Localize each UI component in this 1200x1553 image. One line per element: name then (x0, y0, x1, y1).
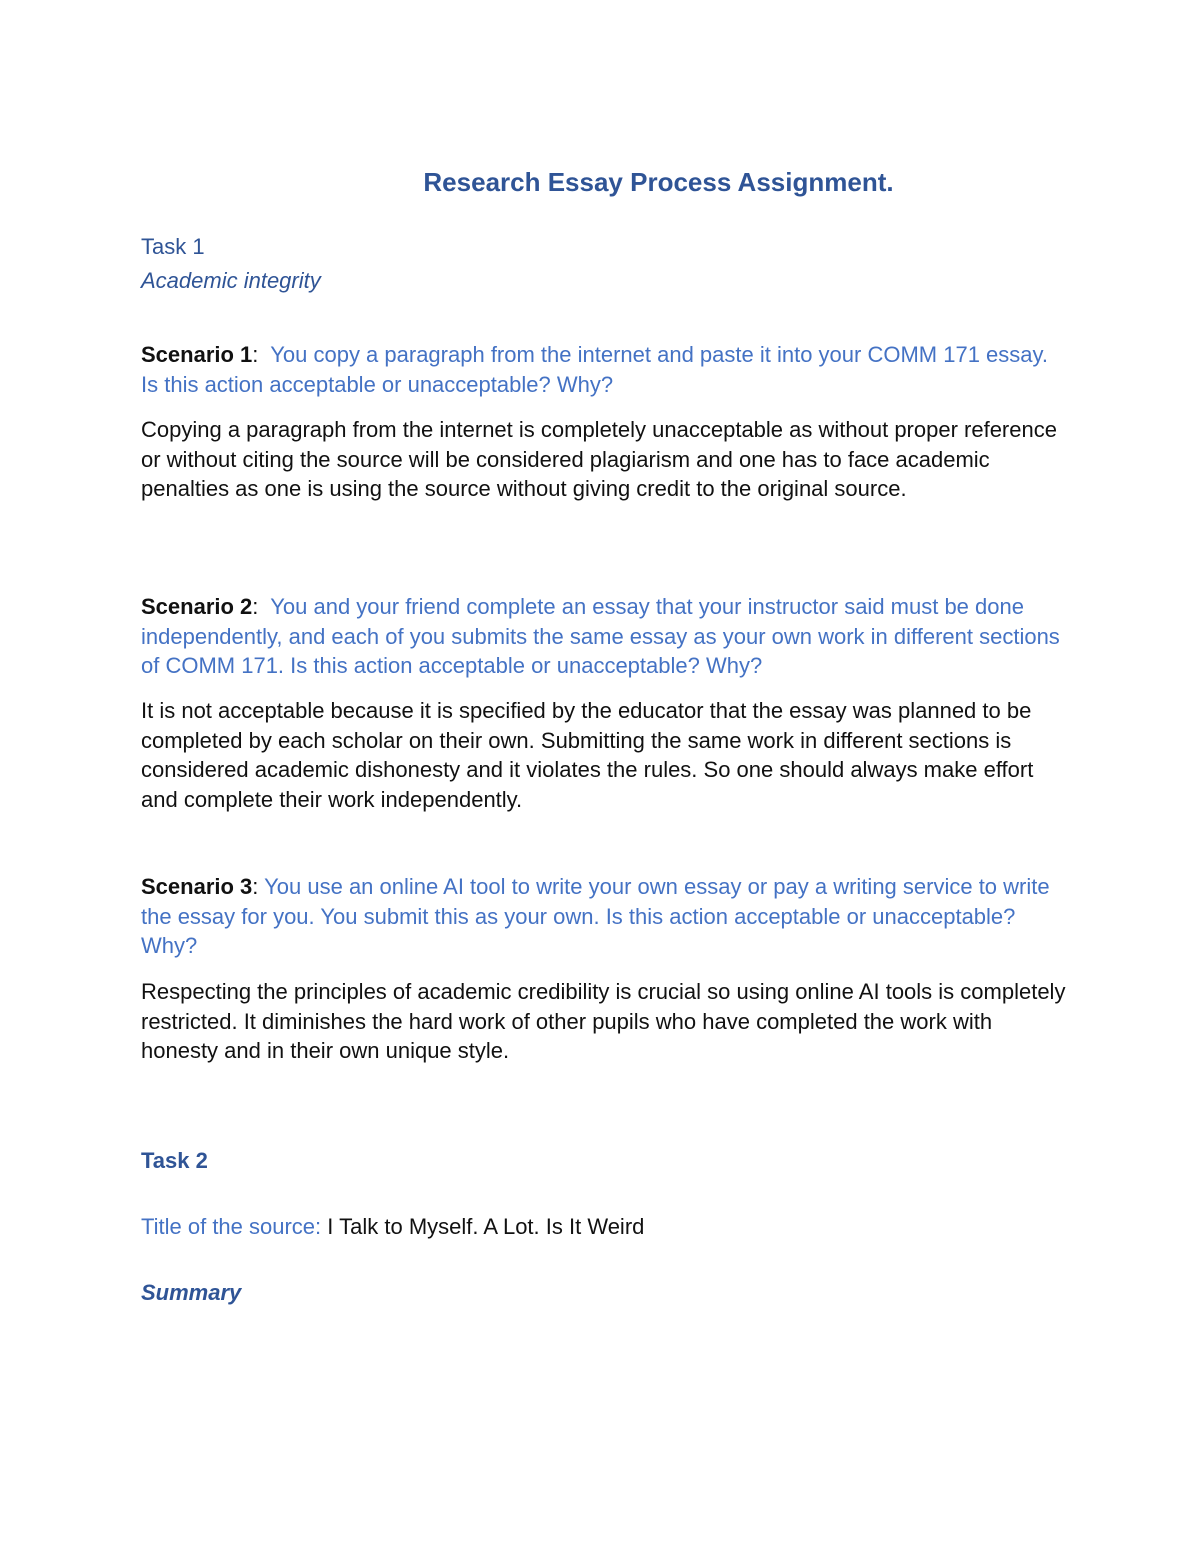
source-title-label: Title of the source: (141, 1214, 322, 1239)
scenario-2-answer: It is not acceptable because it is specified by the educator that the essay was planned to be completed by each scholar on their own. Submitting the same work in different sections is considered academic dishonesty and it violates the rules. So one should always make effort and complete their work independently. (141, 698, 1034, 812)
source-title-value: I Talk to Myself. A Lot. Is It Weird (327, 1214, 645, 1239)
scenario-1-answer: Copying a paragraph from the internet is completely unacceptable as without proper reference or without citing the source will be considered plagiarism and one has to face academic penalties as one is using the source without giving credit to the original source. (141, 417, 1057, 501)
scenario-label: Scenario 3 (141, 874, 253, 899)
scenario-3-prompt (141, 872, 1071, 961)
task-2-label: Task 2 (141, 1148, 208, 1173)
scenario-question: You and your friend complete an essay that your instructor said must be done independently, and each of you submits the same essay as your own work in different sections of COMM 171. Is this action acceptable or unacceptable? Why? (141, 594, 1060, 678)
scenario-1-prompt (141, 340, 1071, 399)
scenario-question: You use an online AI tool to write your own essay or pay a writing service to write the essay for you. You submit this as your own. Is this action acceptable or unacceptable? Why? (141, 874, 1050, 958)
scenario-3-answer: Respecting the principles of academic credibility is crucial so using online AI tools is completely restricted. It diminishes the hard work of other pupils who have completed the work with honesty and in their own unique style. (141, 979, 1066, 1063)
scenario-label: Scenario 1 (141, 342, 253, 367)
document-title: Research Essay Process Assignment. (423, 167, 894, 197)
summary-heading: Summary (141, 1280, 242, 1305)
scenario-2-prompt (141, 592, 1071, 681)
scenario-colon: : (252, 594, 259, 619)
scenario-label: Scenario 2 (141, 594, 253, 619)
scenario-colon: : (252, 342, 259, 367)
scenario-question: You copy a paragraph from the internet and paste it into your COMM 171 essay. Is this action acceptable or unacceptable? Why? (141, 342, 1049, 397)
task-1-label: Task 1 (141, 234, 205, 259)
source-title-line (141, 1213, 644, 1241)
task-1-subtitle: Academic integrity (141, 268, 321, 293)
scenario-colon: : (252, 874, 259, 899)
